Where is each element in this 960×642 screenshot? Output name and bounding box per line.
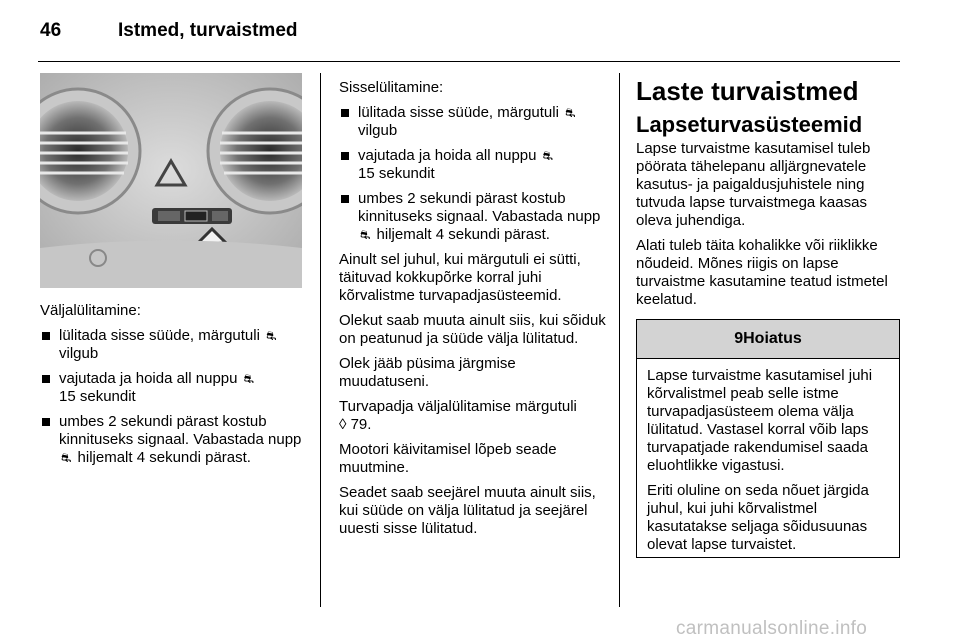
airbag-off-icon: ⛐	[565, 106, 576, 120]
list-item: umbes 2 sekundi pärast kostub kinnituseks signaal. Vabastada nupp ⛐ hiljemalt 4 sekundi pärast.	[339, 190, 607, 244]
column-1-text	[40, 302, 308, 474]
column-divider	[320, 73, 321, 607]
airbag-off-button	[185, 211, 207, 221]
dashboard-photo	[40, 73, 302, 288]
subsection-title: Lapseturvasüsteemid	[636, 112, 863, 137]
watermark: carmanualsonline.info	[676, 618, 868, 639]
list-item: vajutada ja hoida all nuppu ⛐ 15 sekundit	[40, 370, 308, 406]
list-item: lülitada sisse süüde, märgutuli ⛐ vilgub	[339, 104, 607, 140]
paragraph: Lapse turvaistme kasutamisel tuleb pöörata tähelepanu alljärgnevatele kasutus- ja paigaldusjuhistele ning tutvuda lapse turvaistmega kaasas oleva juhendiga.	[636, 140, 871, 229]
page-number: 46	[40, 20, 62, 41]
list-item: vajutada ja hoida all nuppu ⛐ 15 sekundit	[339, 147, 607, 183]
paragraph: Turvapadja väljalülitamise märgutuli ◊ 79.	[339, 398, 577, 433]
page-title: Istmed, turvaistmed	[118, 20, 298, 41]
activate-heading: Sisselülitamine:	[339, 79, 444, 96]
airbag-off-icon: ⛐	[61, 451, 72, 465]
warning-icon: 9	[734, 330, 744, 347]
airbag-off-icon: ⛐	[360, 228, 371, 242]
paragraph: Alati tuleb täita kohalikke või riiklikke nõudeid. Mõnes riigis on lapse turvaistme kasutamine teatud istmetel keelatud.	[636, 237, 888, 308]
warning-paragraph: Eriti oluline on seda nõuet järgida juhul, kui juhi kõrvalistmel kasutatakse seljaga sõidusuunas olevat lapse turvaistet.	[647, 482, 869, 553]
airbag-off-icon: ⛐	[542, 149, 554, 163]
list-item: umbes 2 sekundi pärast kostub kinnituseks signaal. Vabastada nupp ⛐ hiljemalt 4 sekundi pärast.	[40, 413, 308, 467]
warning-box	[636, 319, 900, 558]
paragraph: Ainult sel juhul, kui märgutuli ei sütti, täituvad kokkupõrke korral juhi kõrvalistme turvapadjasüsteemid.	[339, 251, 581, 304]
warning-header	[637, 320, 899, 359]
column-3-text	[636, 76, 900, 316]
airbag-off-icon: ⛐	[266, 329, 277, 343]
paragraph: Olek jääb püsima järgmise muudatuseni.	[339, 355, 516, 390]
paragraph: Seadet saab seejärel muuta ainult siis, kui süüde on välja lülitatud ja seejärel uuesti sisse lülitatud.	[339, 484, 596, 537]
paragraph: Mootori käivitamisel lõpeb seade muutmine.	[339, 441, 557, 476]
paragraph: Olekut saab muuta ainult siis, kui sõiduk on peatunud ja süüde välja lülitatud.	[339, 312, 606, 347]
section-title: Laste turvaistmed	[636, 76, 859, 106]
airbag-off-icon: ⛐	[243, 372, 255, 386]
page-reference-link[interactable]: ◊ 79.	[339, 416, 372, 433]
reference-arrow-icon: ◊	[339, 416, 347, 433]
column-2-text	[339, 79, 607, 545]
column-divider	[619, 73, 620, 607]
page-header	[0, 0, 960, 62]
warning-body	[637, 359, 899, 554]
deactivate-heading: Väljalülitamine:	[40, 302, 141, 319]
warning-title: Hoiatus	[743, 330, 802, 347]
list-item: lülitada sisse süüde, märgutuli ⛐ vilgub	[40, 327, 308, 363]
warning-paragraph: Lapse turvaistme kasutamisel juhi kõrvalistmel peab selle istme turvapadjasüsteem olema välja lülitatud. Vastasel korral võib laps turvapatjade rakendumisel saada eluohtlikke vigastusi.	[647, 367, 873, 474]
header-rule	[38, 61, 900, 62]
